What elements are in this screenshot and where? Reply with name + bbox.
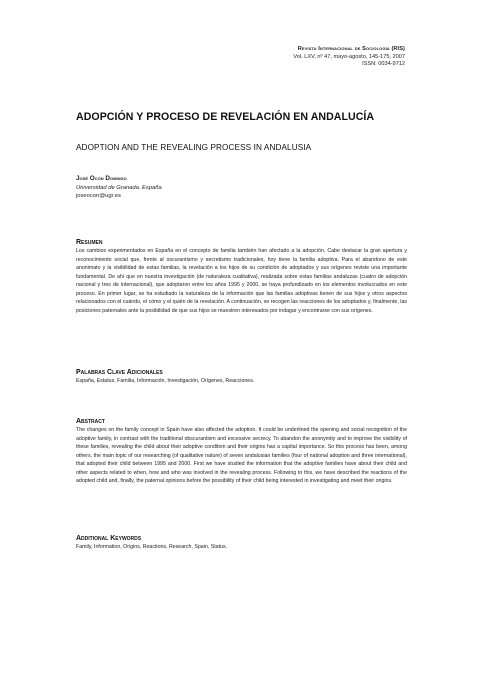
abstract-text: The changes on the family concept in Spain have also affected the adoption. It could be underlined the opening and social recognition of the adoptive family, in contrast with the traditional obscurantism and excessive secrecy. To abandon the anonymity and to improve the visibility of these families, revealing the child about their adoptive condition and their origins has a capital importance. So this process has been, among others, the main topic of our researching (of qualitative nature) of seven andalusian families (four of national adoption and three international), that adopted their child between 1995 and 2000. First we have studied the information that the adoptive families have about their child and other aspects related to when, how and who was involved in the revealing process. Following to this, we have described the reactions of the adopted child and, finally, the paternal opinions before the possibility of their child being interested in investigating and meet their origins. xyxy=(76,427,407,484)
author-name: José Ocón Domingo xyxy=(76,175,127,182)
journal-name: Revista Internacional de Sociología (RIS) xyxy=(297,46,405,52)
keywords-text: Family, Information, Origins, Reactions, Research, Spain, Status. xyxy=(76,544,228,550)
author-affiliation: Universidad de Granada. España xyxy=(76,184,162,191)
palabras-clave-text: España, Estatus, Familia, Información, Investigación, Orígenes, Reacciones. xyxy=(76,378,255,384)
keywords-section xyxy=(76,535,407,552)
article-title-english: ADOPTION AND THE REVEALING PROCESS IN ANDALUSIA xyxy=(76,143,312,152)
abstract-heading: Abstract xyxy=(76,418,105,425)
author-block xyxy=(76,175,162,201)
article-title-spanish: ADOPCIÓN Y PROCESO DE REVELACIÓN EN ANDALUCÍA xyxy=(76,111,375,123)
journal-header xyxy=(293,46,405,69)
palabras-clave-heading: Palabras Clave Adicionales xyxy=(76,369,163,376)
journal-issn: ISSN: 0034-9712 xyxy=(362,61,405,68)
resumen-text: Los cambios experimentados en España en el concepto de familia también han afectado a la adopción. Cabe destacar la gran apertura y reconocimiento social que, frente al oscurantismo y secretismo tradicionales, hoy tiene la familia adoptiva. Para el abandono de este anonimato y la visibilidad de estas familias, la revelación a los hijos de su condición de adoptados y sus orígenes reviste una importante fundamental. De ahí que en nuestra investigación (de naturaleza cualitativa), realizada sobre estas familias andaluzas (cuatro de adopción nacional y tres de internacional), que adoptaron entre los años 1995 y 2000, se haya profundizado en los elementos involucrados en este proceso. En primer lugar, se ha estudiado la naturaleza de la información que las familias adoptivas tienen de sus hijos y otros aspectos relacionados con el cuándo, el cómo y el quién de la revelación. A continuación, se recogen las reacciones de los adoptados y, finalmente, las posiciones paternales ante la posibilidad de que sus hijos se muestren interesados por indagar y encontrarse con sus orígenes. xyxy=(76,248,407,314)
abstract-section xyxy=(76,418,407,486)
journal-volume: Vol. LXV, nº 47, mayo-agosto, 145-175, 2007 xyxy=(293,53,405,60)
keywords-heading: Additional Keywords xyxy=(76,535,142,542)
author-email[interactable]: joseocon@ugr.es xyxy=(76,193,121,200)
resumen-heading: Resumen xyxy=(76,239,103,246)
resumen-section xyxy=(76,239,407,315)
palabras-clave-section xyxy=(76,369,407,386)
